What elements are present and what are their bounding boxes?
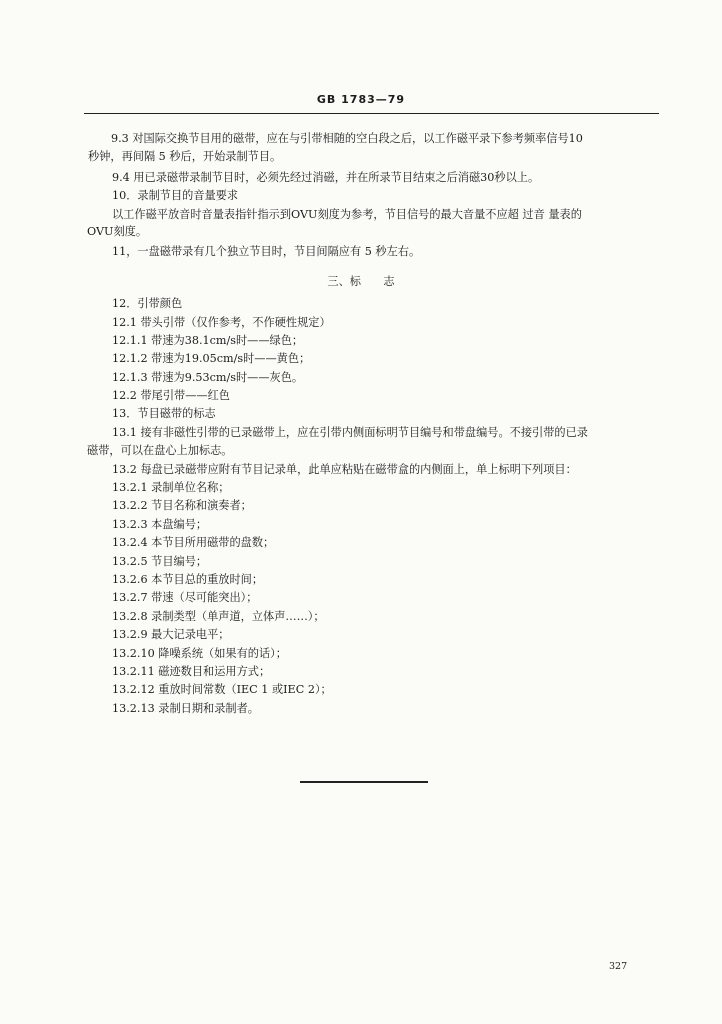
clause-13-2: 13.2 每盘已录磁带应附有节目记录单，此单应粘贴在磁带盒的内侧面上，单上标明下列项目： — [112, 463, 577, 476]
clause-10-heading: 10．录制节目的音量要求 — [112, 189, 239, 202]
section-three-heading: 三、标 志 — [327, 275, 395, 288]
clause-9-3-line-2: 秒钟，再间隔 5 秒后，开始录制节目。 — [88, 150, 282, 163]
clause-13-1-line-1: 13.1 接有非磁性引带的已录磁带上，应在引带内侧面标明节目编号和带盘编号。不接引带的已录 — [112, 426, 588, 439]
clause-9-4: 9.4 用已录磁带录制节目时，必须先经过消磁，并在所录节目结束之后消磁30秒以上。 — [112, 171, 540, 184]
clause-13-2-2: 13.2.2 节目名称和演奏者； — [112, 499, 252, 512]
clause-13-2-6: 13.2.6 本节目总的重放时间； — [112, 573, 264, 586]
page-number: 327 — [609, 961, 628, 972]
clause-9-3-line-1: 9.3 对国际交换节目用的磁带，应在与引带相随的空白段之后，以工作磁平录下参考频率信号10 — [111, 132, 583, 145]
clause-13-2-8: 13.2.8 录制类型（单声道，立体声……）； — [112, 610, 325, 623]
standard-number-header: GB 1783—79 — [316, 93, 406, 106]
clause-12-1-2: 12.1.2 带速为19.05cm/s时——黄色； — [112, 352, 311, 365]
clause-12-heading: 12．引带颜色 — [112, 297, 183, 310]
clause-12-1-1: 12.1.1 带速为38.1cm/s时——绿色； — [112, 334, 304, 347]
header-rule — [84, 113, 659, 114]
clause-10-body-line-1: 以工作磁平放音时音量表指针指示到OVU刻度为参考，节目信号的最大音量不应超 过音 量表的 — [112, 208, 582, 221]
clause-13-2-3: 13.2.3 本盘编号； — [112, 518, 208, 531]
clause-10-body-line-2: OVU刻度。 — [87, 225, 148, 238]
clause-13-2-7: 13.2.7 带速（尽可能突出）； — [112, 591, 258, 604]
clause-13-2-5: 13.2.5 节目编号； — [112, 555, 208, 568]
end-of-text-rule — [300, 781, 428, 783]
clause-13-1-line-2: 磁带，可以在盘心上加标志。 — [87, 444, 233, 457]
clause-12-2: 12.2 带尾引带——红色 — [112, 389, 230, 402]
clause-13-heading: 13．节目磁带的标志 — [112, 407, 216, 420]
clause-12-1: 12.1 带头引带（仅作参考，不作硬性规定） — [112, 316, 331, 329]
clause-13-2-1: 13.2.1 录制单位名称； — [112, 481, 230, 494]
clause-13-2-13: 13.2.13 录制日期和录制者。 — [112, 702, 259, 715]
clause-13-2-11: 13.2.11 磁迹数目和运用方式； — [112, 665, 271, 678]
clause-13-2-4: 13.2.4 本节目所用磁带的盘数； — [112, 536, 275, 549]
clause-13-2-12: 13.2.12 重放时间常数（IEC 1 或IEC 2）； — [112, 683, 332, 696]
clause-11: 11，一盘磁带录有几个独立节目时，节目间隔应有 5 秒左右。 — [112, 245, 421, 258]
clause-12-1-3: 12.1.3 带速为9.53cm/s时——灰色。 — [112, 371, 304, 384]
clause-13-2-9: 13.2.9 最大记录电平； — [112, 628, 230, 641]
clause-13-2-10: 13.2.10 降噪系统（如果有的话）； — [112, 647, 287, 660]
